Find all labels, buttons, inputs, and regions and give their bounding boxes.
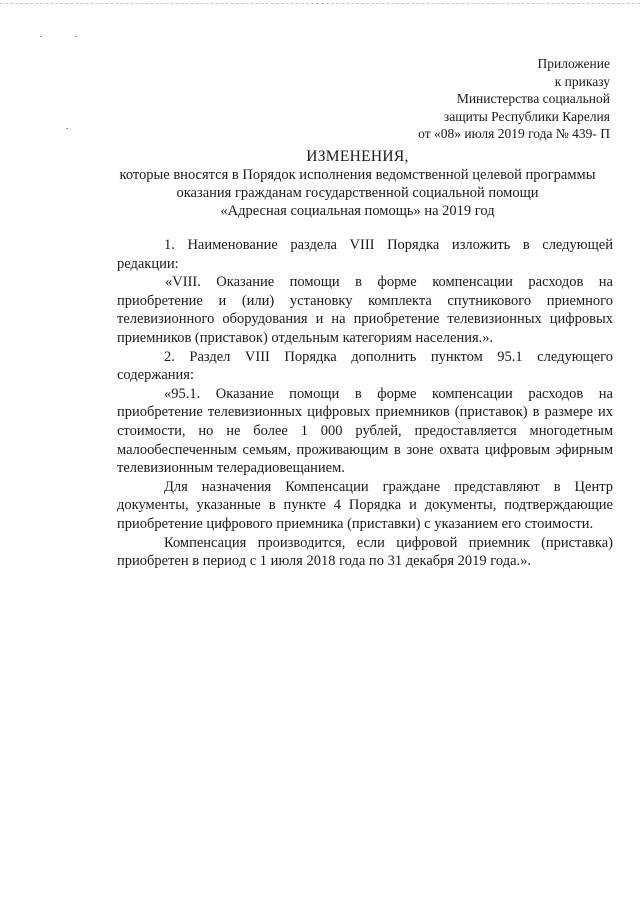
title-line: «Адресная социальная помощь» на 2019 год bbox=[220, 203, 495, 219]
paragraph-item-2: 2. Раздел VIII Порядка дополнить пунктом 95.1 следующего содержания: bbox=[117, 348, 613, 384]
document-title bbox=[90, 148, 625, 220]
appendix-order-date-number: от «08» июля 2019 года № 439- П bbox=[418, 126, 610, 141]
title-heading: ИЗМЕНЕНИЯ, bbox=[306, 148, 409, 165]
paragraph-documents: Для назначения Компенсации граждане представляют в Центр документы, указанные в пункте 4 Порядка и документы, подтверждающие приобретение цифрового приемника (приставки) с указанием его стоимости. bbox=[117, 478, 613, 532]
paragraph-item-1: 1. Наименование раздела VIII Порядка изложить в следующей редакции: bbox=[117, 237, 613, 272]
scan-edge-line bbox=[0, 3, 640, 4]
paragraph-point-95-1: «95.1. Оказание помощи в форме компенсации расходов на приобретение телевизионных цифровых приемников (приставок) в размере их стоимости, но не более 1 000 рублей, предоставляется многодетным малообеспеченным семьям, проживающим в зоне охвата цифровым эфирным телевизионным телерадиовещанием. bbox=[117, 385, 613, 477]
appendix-block bbox=[418, 55, 610, 143]
paragraph-section-viii-title: «VIII. Оказание помощи в форме компенсации расходов на приобретение и (или) установку комплекта спутникового приемного телевизионного оборудования и на приобретение телевизионных цифровых приемников (приставок) отдельным категориям населения.». bbox=[117, 274, 613, 346]
appendix-line: защиты Республики Карелия bbox=[443, 108, 610, 124]
document-body bbox=[117, 236, 613, 571]
paragraph-compensation-period: Компенсация производится, если цифровой приемник (приставка) приобретен в период с 1 июля 2018 года по 31 декабря 2019 года.». bbox=[117, 534, 613, 570]
title-line: которые вносятся в Порядок исполнения ведомственной целевой программы bbox=[119, 167, 596, 183]
appendix-line: Приложение bbox=[537, 56, 610, 71]
scan-speck bbox=[40, 36, 42, 37]
scan-speck bbox=[66, 128, 68, 129]
appendix-line: к приказу bbox=[554, 73, 610, 89]
scan-speck bbox=[75, 36, 77, 37]
title-line: оказания гражданам государственной социальной помощи bbox=[176, 185, 539, 201]
appendix-line: Министерства социальной bbox=[456, 91, 610, 106]
